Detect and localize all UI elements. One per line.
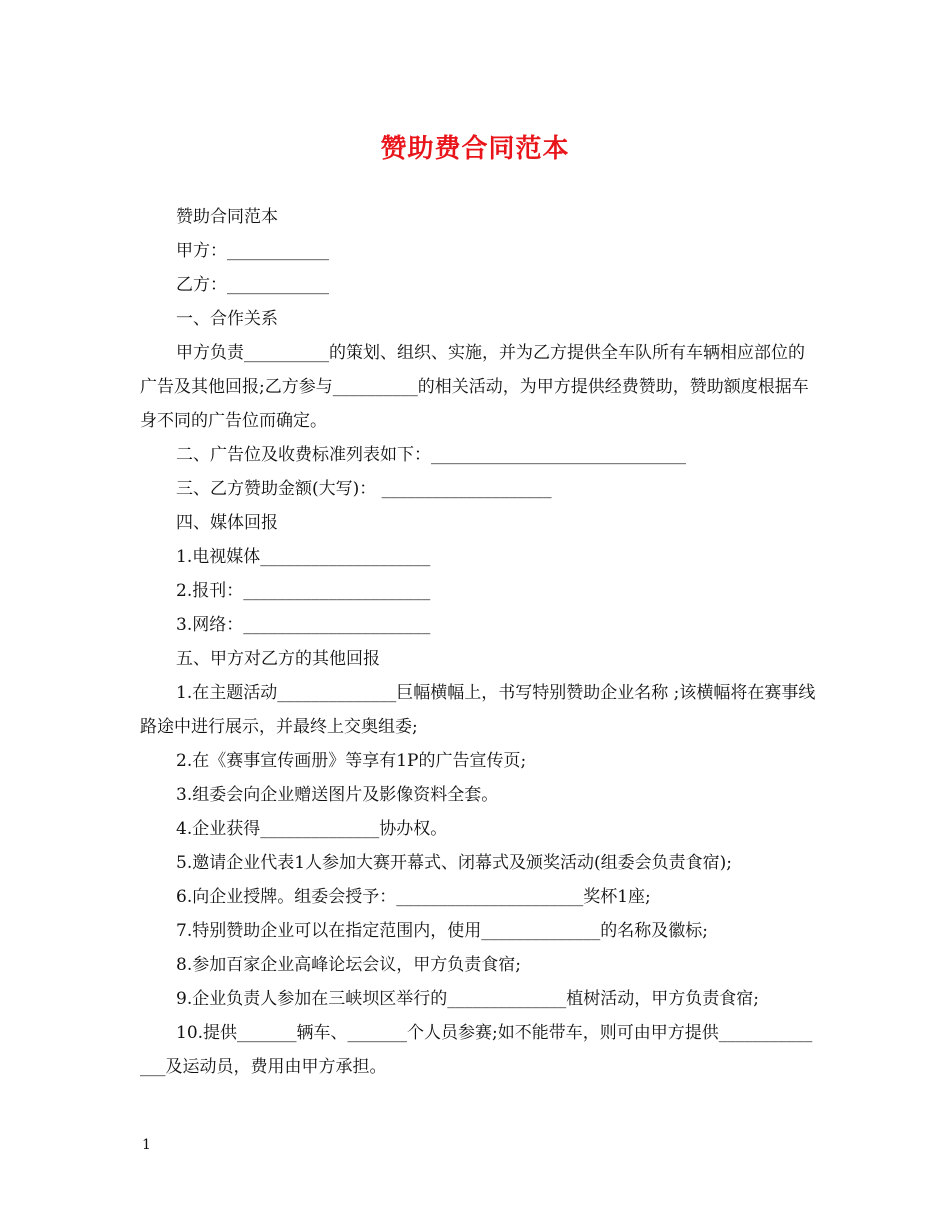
paragraph: 4.企业获得______________协办权。 [176,819,448,839]
paragraph: 1.电视媒体____________________ [176,547,431,567]
paragraph: 甲方：____________ [176,241,329,261]
paragraph: 五、甲方对乙方的其他回报 [176,649,380,669]
paragraph: 一、合作关系 [176,309,278,329]
paragraph: 6.向企业授牌。组委会授予：______________________奖杯1座; [176,887,651,907]
paragraph: 赞助合同范本 [176,207,278,227]
paragraph: 10.提供_______辆车、_______个人员参赛;如不能带车，则可由甲方提供______________及运动员，费用由甲方承担。 [140,1023,813,1077]
paragraph: 二、广告位及收费标准列表如下：______________________________ [176,445,686,465]
paragraph: 2.报刊：______________________ [176,581,431,601]
page-number: 1 [142,1137,151,1153]
paragraph: 2.在《赛事宣传画册》等享有1P的广告宣传页; [176,751,527,771]
paragraph: 3.网络：______________________ [176,615,431,635]
paragraph: 1.在主题活动______________巨幅横幅上，书写特别赞助企业名称 ;该横幅将在赛事线路途中进行展示，并最终上交奥组委; [140,683,816,737]
document-body [140,200,820,1084]
paragraph: 8.参加百家企业高峰论坛会议，甲方负责食宿; [176,955,521,975]
document-title: 赞助费合同范本 [380,134,570,164]
paragraph: 5.邀请企业代表1人参加大赛开幕式、闭幕式及颁奖活动(组委会负责食宿); [176,853,733,873]
paragraph: 甲方负责__________的策划、组织、实施，并为乙方提供全车队所有车辆相应部位的广告及其他回报;乙方参与__________的相关活动，为甲方提供经费赞助，赞助额度根据车身不同的广告位而确定。 [140,343,809,431]
paragraph: 7.特别赞助企业可以在指定范围内，使用______________的名称及徽标; [176,921,708,941]
paragraph: 三、乙方赞助金额(大写)： ____________________ [176,479,552,499]
paragraph: 9.企业负责人参加在三峡坝区举行的______________植树活动，甲方负责食宿; [176,989,759,1009]
paragraph: 四、媒体回报 [176,513,278,533]
paragraph: 乙方：____________ [176,275,329,295]
paragraph: 3.组委会向企业赠送图片及影像资料全套。 [176,785,499,805]
